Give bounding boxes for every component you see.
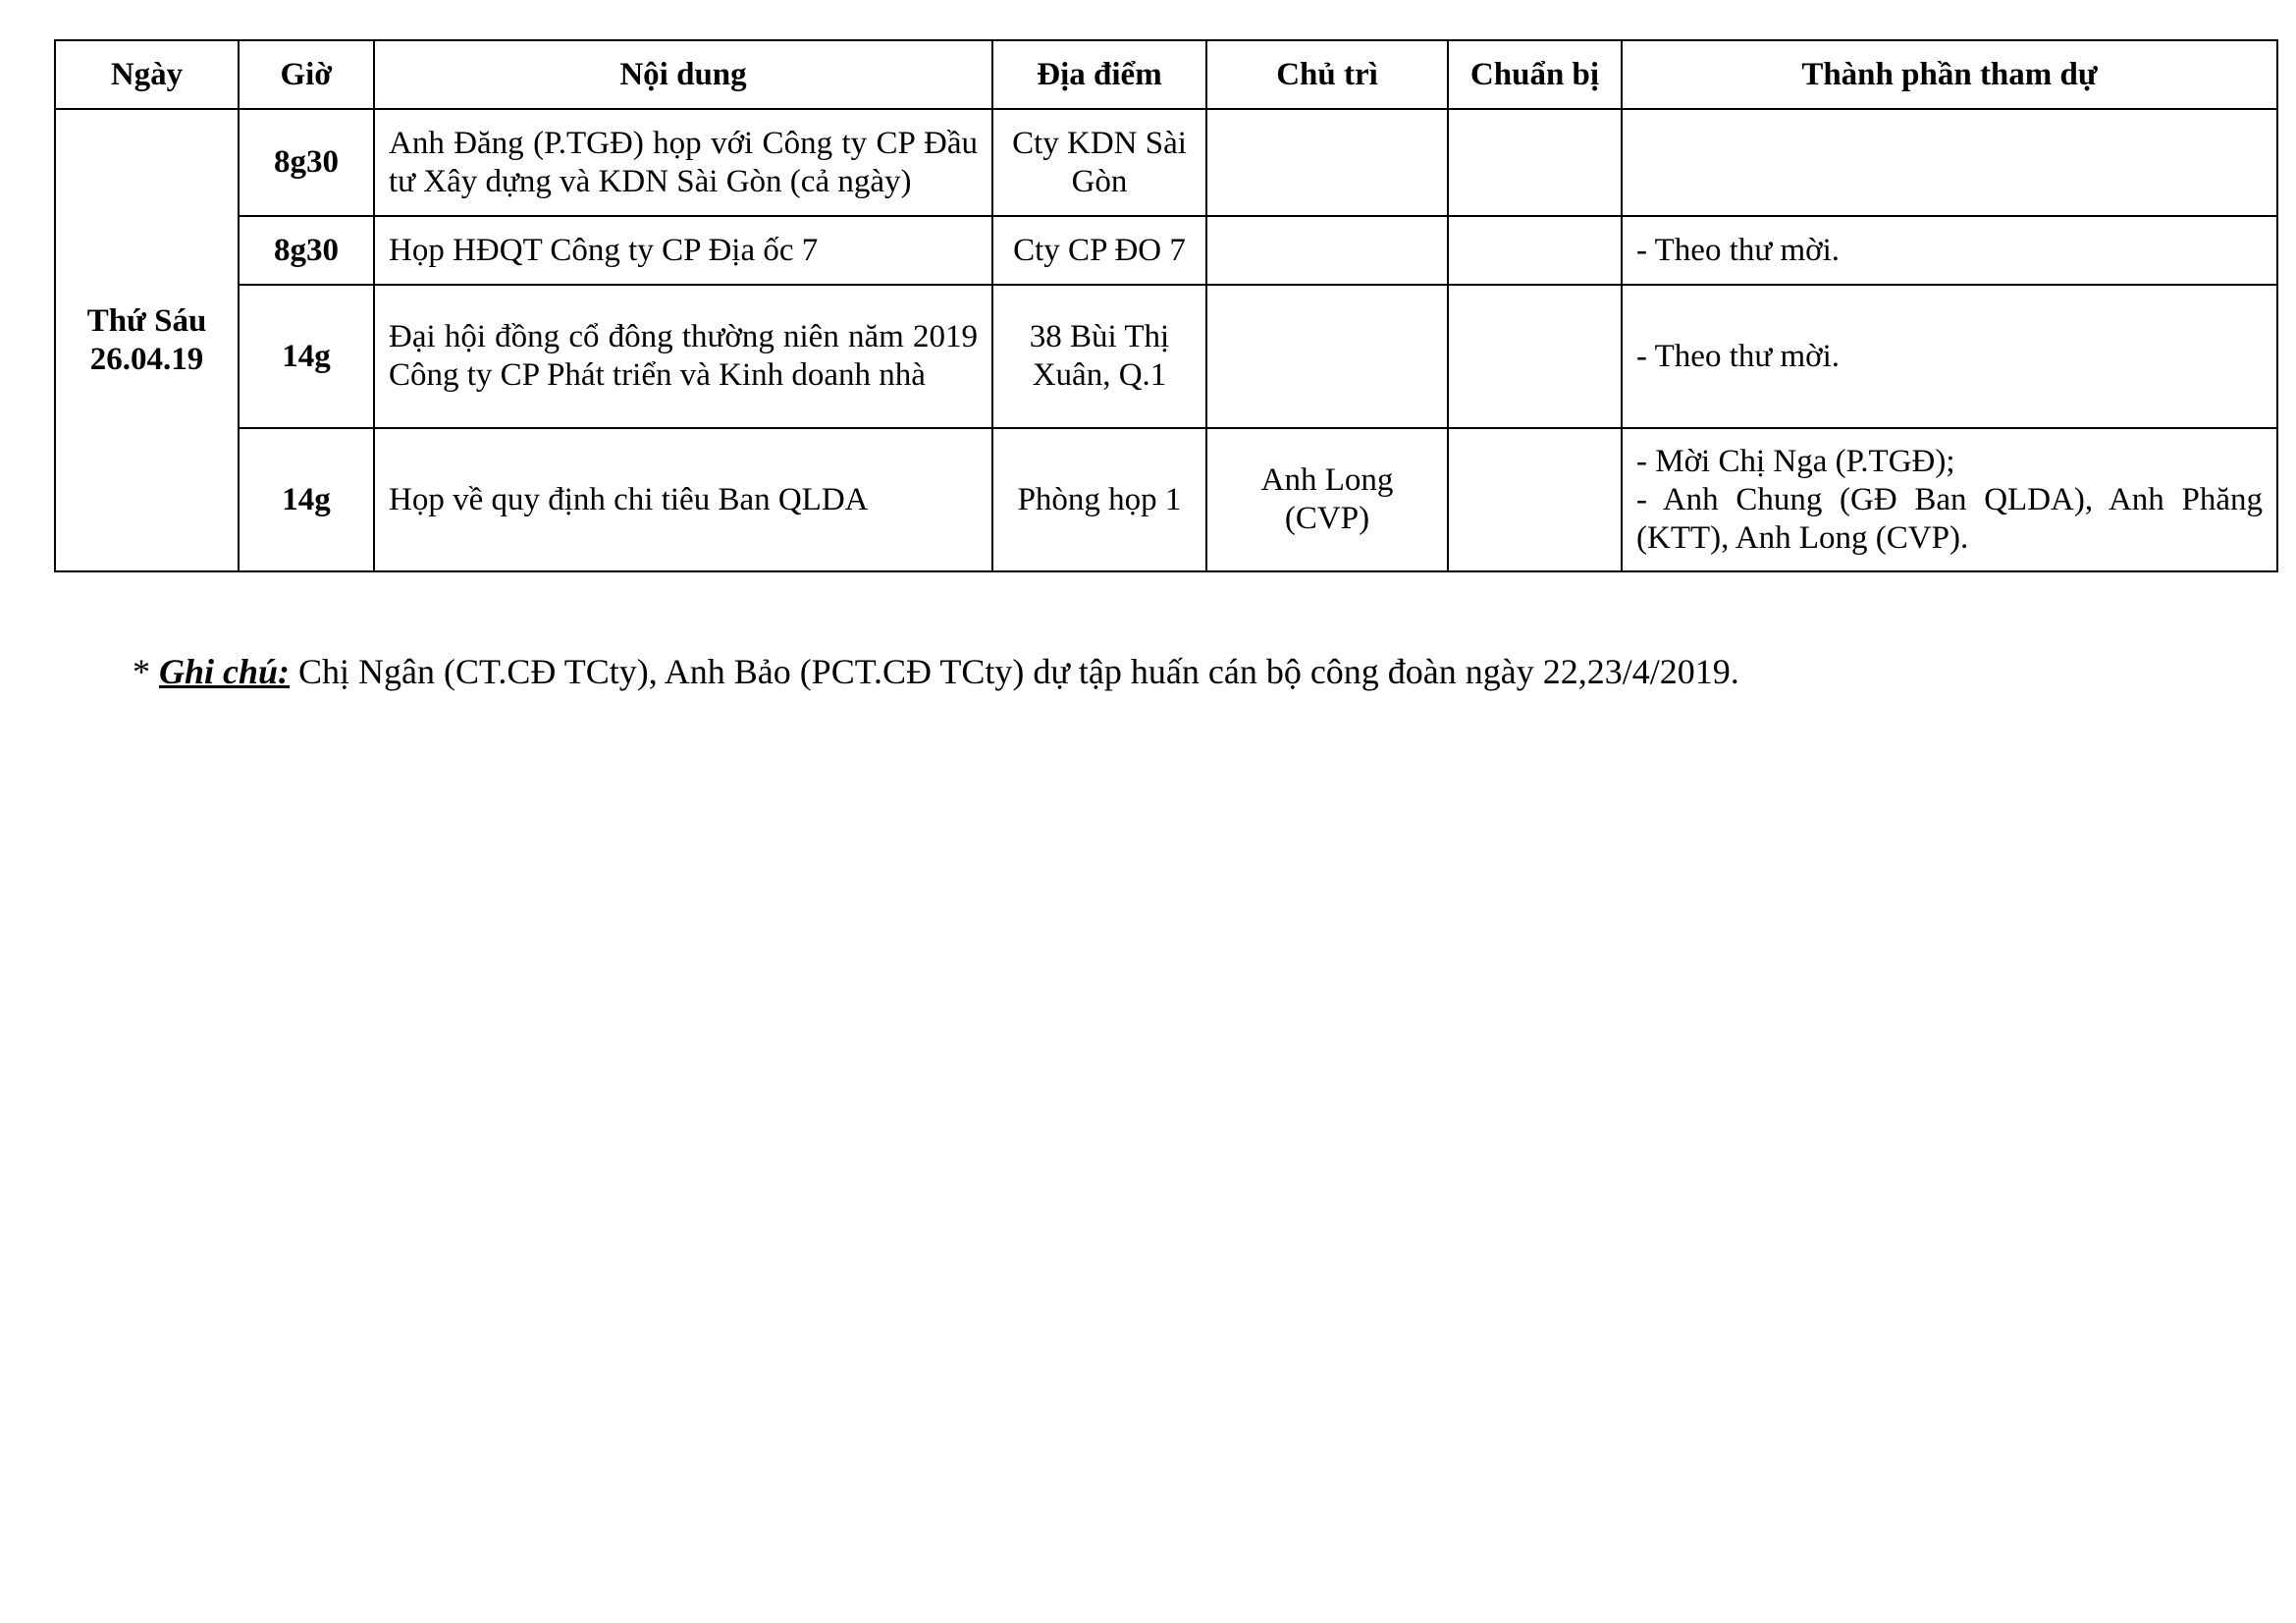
chair-cell — [1206, 285, 1448, 428]
header-content: Nội dung — [374, 40, 992, 109]
chair-cell — [1206, 109, 1448, 216]
content-cell: Anh Đăng (P.TGĐ) họp với Công ty CP Đầu tư Xây dựng và KDN Sài Gòn (cả ngày) — [374, 109, 992, 216]
content-cell: Họp về quy định chi tiêu Ban QLDA — [374, 428, 992, 571]
day-cell — [55, 109, 239, 571]
time-cell: 8g30 — [239, 109, 374, 216]
content-cell: Đại hội đồng cổ đông thường niên năm 2019 Công ty CP Phát triển và Kinh doanh nhà — [374, 285, 992, 428]
location-cell: Phòng họp 1 — [992, 428, 1206, 571]
location-cell: Cty KDN Sài Gòn — [992, 109, 1206, 216]
header-day: Ngày — [55, 40, 239, 109]
location-cell: 38 Bùi Thị Xuân, Q.1 — [992, 285, 1206, 428]
day-weekday: Thứ Sáu — [86, 302, 207, 339]
header-location: Địa điểm — [992, 40, 1206, 109]
note-label: Ghi chú: — [159, 652, 291, 691]
attendees-cell — [1622, 428, 2277, 571]
time-cell: 8g30 — [239, 216, 374, 285]
prepare-cell — [1448, 216, 1622, 285]
table-row — [55, 109, 2277, 216]
attendee-line: - Theo thư mời. — [1636, 232, 1841, 268]
content-cell: Họp HĐQT Công ty CP Địa ốc 7 — [374, 216, 992, 285]
location-cell: Cty CP ĐO 7 — [992, 216, 1206, 285]
time-cell: 14g — [239, 285, 374, 428]
attendees-cell — [1622, 109, 2277, 216]
attendees-cell — [1622, 285, 2277, 428]
chair-cell: Anh Long (CVP) — [1206, 428, 1448, 571]
attendees-cell — [1622, 216, 2277, 285]
footnote — [133, 650, 1739, 693]
attendee-line: - Anh Chung (GĐ Ban QLDA), Anh Phăng (KTT), Anh Long (CVP). — [1636, 481, 2263, 556]
prepare-cell — [1448, 109, 1622, 216]
note-prefix: * — [133, 652, 159, 691]
time-cell: 14g — [239, 428, 374, 571]
header-time: Giờ — [239, 40, 374, 109]
note-text: Chị Ngân (CT.CĐ TCty), Anh Bảo (PCT.CĐ TCty) dự tập huấn cán bộ công đoàn ngày 22,23/4/2019. — [290, 652, 1739, 691]
attendee-line: - Theo thư mời. — [1636, 338, 1841, 374]
prepare-cell — [1448, 428, 1622, 571]
header-row — [55, 40, 2277, 109]
chair-cell — [1206, 216, 1448, 285]
prepare-cell — [1448, 285, 1622, 428]
table-row — [55, 285, 2277, 428]
header-prepare: Chuẩn bị — [1448, 40, 1622, 109]
header-chair: Chủ trì — [1206, 40, 1448, 109]
schedule-table — [54, 39, 2278, 572]
header-attendees: Thành phần tham dự — [1622, 40, 2277, 109]
table-row — [55, 428, 2277, 571]
table-row — [55, 216, 2277, 285]
attendee-line: - Mời Chị Nga (P.TGĐ); — [1636, 443, 1955, 479]
day-date: 26.04.19 — [89, 341, 204, 377]
